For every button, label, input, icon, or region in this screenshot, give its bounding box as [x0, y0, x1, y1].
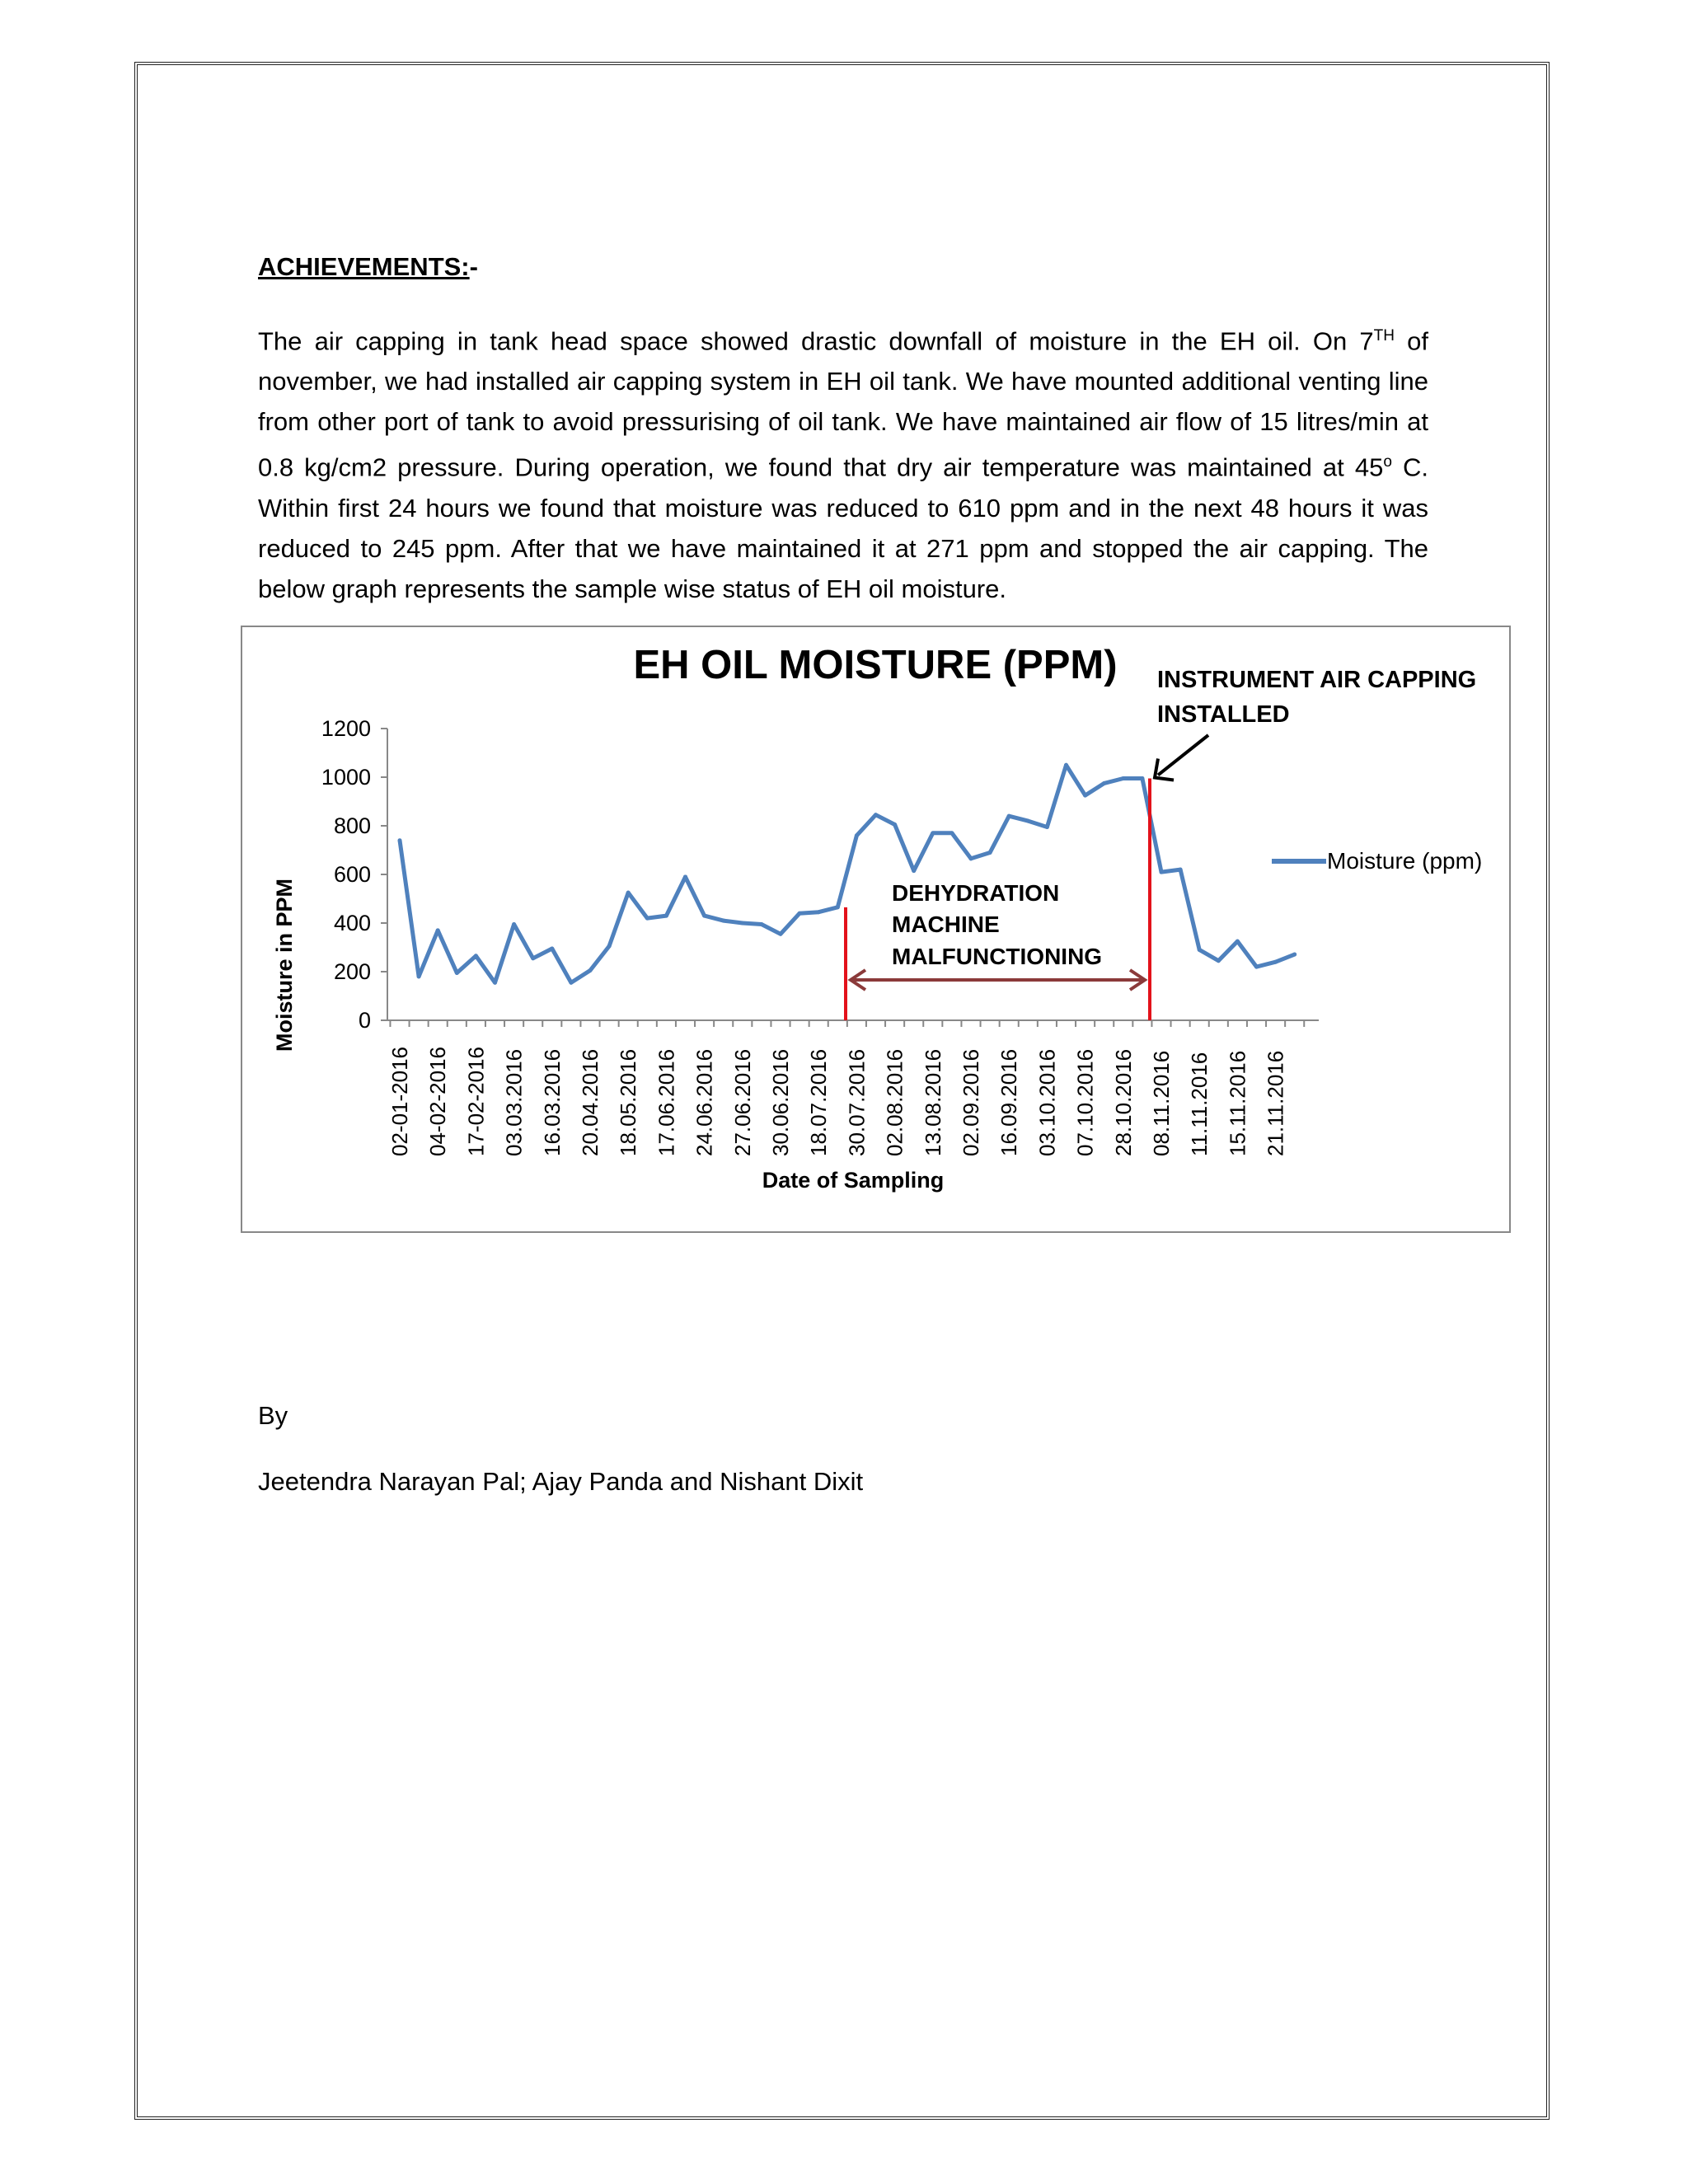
air-capping-pointer [1158, 735, 1208, 775]
x-tick-label: 13.08.2016 [920, 1048, 945, 1156]
y-tick-label: 400 [333, 911, 371, 935]
legend-label: Moisture (ppm) [1327, 848, 1483, 874]
data-point [569, 981, 573, 985]
data-point [721, 919, 725, 923]
y-tick-label: 1000 [321, 765, 371, 790]
data-point [988, 851, 992, 855]
chart-frame [241, 626, 1511, 1233]
x-tick-label: 17-02-2016 [463, 1047, 489, 1156]
x-tick-label: 30.06.2016 [768, 1048, 793, 1156]
heading-suffix: - [469, 252, 478, 281]
chart-title: EH OIL MOISTURE (PPM) [633, 643, 1118, 687]
x-tick-label: 03.10.2016 [1034, 1048, 1060, 1156]
data-point [474, 954, 478, 958]
data-point [1064, 763, 1068, 767]
data-point [683, 874, 687, 879]
data-point [1273, 960, 1278, 964]
x-tick-label: 15.11.2016 [1225, 1050, 1250, 1156]
data-point [931, 831, 935, 835]
y-axis-label: Moisture in PPM [272, 878, 297, 1052]
data-point [455, 971, 459, 975]
data-point [436, 928, 440, 932]
data-point [912, 869, 916, 873]
data-point [817, 910, 821, 914]
x-tick-label: 08.11.2016 [1149, 1050, 1174, 1156]
data-point [493, 981, 497, 985]
data-point [417, 974, 421, 978]
air-capping-annotation-line2: INSTALLED [1157, 701, 1290, 728]
x-tick-label: 20.04.2016 [578, 1048, 603, 1156]
achievements-paragraph [258, 316, 1428, 609]
para-part-1: The air capping in tank head space showed drastic downfall of moisture in the EH oil. On 7 [258, 326, 1374, 356]
data-point [1140, 776, 1144, 780]
y-tick-label: 1200 [321, 716, 371, 741]
data-point [1292, 953, 1296, 957]
data-point [1102, 781, 1106, 785]
air-capping-annotation-line1: INSTRUMENT AIR CAPPING [1157, 667, 1477, 693]
x-tick-label: 04-02-2016 [425, 1047, 451, 1156]
data-point [1007, 814, 1011, 818]
data-point [1198, 948, 1202, 952]
dehydration-annotation-line1: DEHYDRATION [892, 880, 1060, 906]
x-tick-label: 30.07.2016 [844, 1048, 870, 1156]
data-point [740, 921, 744, 926]
data-point [969, 856, 973, 860]
data-point [1083, 794, 1087, 798]
data-point [664, 914, 668, 918]
data-point [893, 823, 897, 827]
data-point [950, 831, 954, 835]
x-tick-label: 21.11.2016 [1263, 1050, 1288, 1156]
x-tick-label: 28.10.2016 [1110, 1048, 1136, 1156]
para-sup-2: o [1383, 453, 1392, 471]
data-point [874, 813, 878, 817]
y-tick-label: 800 [333, 813, 371, 838]
data-point [512, 922, 516, 926]
authors: Jeetendra Narayan Pal; Ajay Panda and Nishant Dixit [258, 1467, 864, 1496]
x-tick-label: 18.05.2016 [616, 1048, 641, 1156]
data-point [645, 916, 649, 921]
para-part-2: of november, we had installed air capping system in EH oil tank. We have mounted additional venting line from other port of tank to avoid pressurising of oil tank. We have maintained air flow of 15 litres/min at 0.8 kg/cm2 pressure. During operation, we found that dry air temperature was maintained at 45 [258, 326, 1428, 482]
data-point [702, 914, 706, 918]
data-point [836, 905, 840, 909]
moisture-chart [242, 627, 1509, 1231]
data-point [1217, 958, 1221, 963]
data-point [1045, 825, 1049, 829]
x-tick-label: 17.06.2016 [654, 1048, 679, 1156]
dehydration-annotation-line3: MALFUNCTIONING [892, 944, 1103, 969]
data-point [1026, 819, 1030, 823]
x-tick-label: 27.06.2016 [729, 1048, 755, 1156]
x-tick-label: 02-01-2016 [387, 1047, 412, 1156]
section-heading [258, 252, 478, 282]
data-point [1121, 776, 1125, 780]
data-point [607, 944, 612, 949]
y-tick-label: 200 [333, 959, 371, 984]
byline: By [258, 1401, 288, 1430]
data-point [759, 922, 763, 926]
x-tick-label: 16.03.2016 [539, 1048, 565, 1156]
x-axis-label: Date of Sampling [762, 1168, 945, 1193]
heading-label: ACHIEVEMENTS: [258, 252, 470, 281]
data-point [1179, 868, 1183, 872]
data-point [779, 932, 783, 936]
x-tick-label: 02.08.2016 [882, 1048, 907, 1156]
data-point [855, 833, 859, 837]
data-point [531, 956, 535, 960]
data-point [1236, 940, 1240, 944]
data-point [550, 946, 554, 950]
dehydration-annotation-line2: MACHINE [892, 912, 1000, 937]
data-point [588, 968, 593, 972]
data-point [798, 912, 802, 916]
x-tick-label: 18.07.2016 [806, 1048, 832, 1156]
x-tick-label: 02.09.2016 [959, 1048, 983, 1156]
x-tick-label: 03.03.2016 [501, 1048, 527, 1156]
y-tick-label: 600 [333, 862, 371, 887]
data-point [1160, 870, 1164, 874]
x-tick-label: 07.10.2016 [1072, 1048, 1098, 1156]
y-tick-label: 0 [358, 1008, 371, 1033]
x-tick-label: 11.11.2016 [1187, 1052, 1212, 1156]
x-tick-label: 16.09.2016 [996, 1048, 1022, 1156]
data-point [1254, 965, 1259, 969]
data-point [626, 891, 631, 895]
x-tick-label: 24.06.2016 [692, 1048, 717, 1156]
para-part-3: C. Within first 24 hours we found that moisture was reduced to 610 ppm and in the next 48 hours it was reduced to 245 ppm. After that we have maintained it at 271 ppm and stopped the air capping. The below graph represents the sample wise status of EH oil moisture. [258, 452, 1428, 603]
data-point [398, 838, 402, 842]
para-sup-1: TH [1373, 327, 1395, 344]
